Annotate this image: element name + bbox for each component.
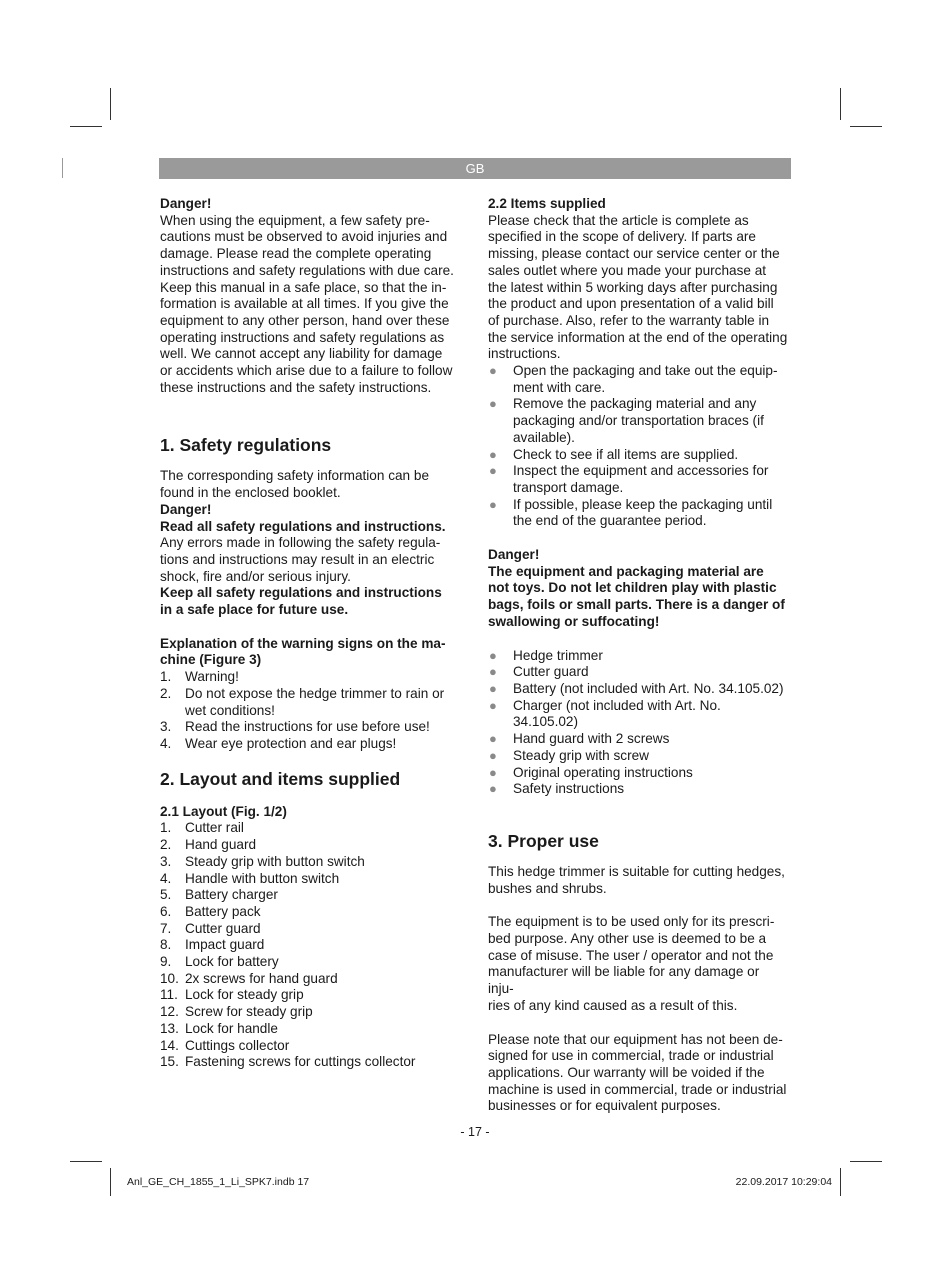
- list-item-text: Check to see if all items are supplied.: [513, 446, 739, 462]
- bullet-icon: ●: [489, 446, 497, 462]
- list-item-text: Hand guard with 2 screws: [513, 731, 670, 747]
- list-item-text: Original operating instructions: [513, 764, 693, 780]
- list-item: [488, 748, 788, 765]
- list-number: 6.: [160, 903, 172, 919]
- list-item-text: Wear eye protection and ear plugs!: [185, 735, 397, 751]
- list-item: [160, 1004, 460, 1021]
- text-line: found in the enclosed booklet.: [160, 485, 341, 501]
- list-item: [488, 698, 788, 731]
- text-line: bags, foils or small parts. There is a danger of: [488, 597, 785, 613]
- text-line: The equipment and packaging material are: [488, 563, 764, 579]
- list-item: [160, 736, 460, 753]
- text-line: ries of any kind caused as a result of this.: [488, 997, 738, 1013]
- list-item-text: Steady grip with button switch: [185, 853, 365, 869]
- text-line: missing, please contact our service center or the: [488, 246, 780, 262]
- text-line: the product and upon presentation of a valid bill: [488, 296, 774, 312]
- text-line: equipment to any other person, hand over these: [160, 312, 450, 328]
- keep-regulations-text: [160, 585, 460, 618]
- list-item: [488, 765, 788, 782]
- proper-use-paragraph-2: [488, 914, 788, 1014]
- list-item-text: Inspect the equipment and accessories for: [513, 463, 769, 479]
- list-item: [160, 904, 460, 921]
- text-line: instructions.: [488, 346, 561, 362]
- list-item-text: packaging and/or transportation braces (if: [513, 413, 764, 429]
- bullet-icon: ●: [489, 747, 497, 763]
- list-item: [160, 1054, 460, 1071]
- list-number: 13.: [160, 1020, 179, 1036]
- text-line: signed for use in commercial, trade or industrial: [488, 1048, 774, 1064]
- list-item-text: Fastening screws for cuttings collector: [185, 1054, 416, 1070]
- text-line: or accidents which arise due to a failure to follow: [160, 363, 453, 379]
- list-item: [488, 731, 788, 748]
- list-number: 2.: [160, 685, 172, 701]
- list-item-text: Cutter rail: [185, 820, 244, 836]
- list-item: [160, 921, 460, 938]
- text-line: When using the equipment, a few safety pre-: [160, 212, 430, 228]
- list-item-text: Battery (not included with Art. No. 34.105.02): [513, 680, 784, 696]
- subsection-heading-items-supplied: 2.2 Items supplied: [488, 196, 606, 211]
- list-number: 3.: [160, 719, 172, 735]
- list-item-text: Charger (not included with Art. No. 34.105.02): [513, 697, 721, 730]
- text-line: in a safe place for future use.: [160, 602, 349, 618]
- read-regulations-text: Read all safety regulations and instructions.: [160, 518, 446, 534]
- list-number: 9.: [160, 954, 172, 970]
- proper-use-paragraph-1: [488, 864, 788, 897]
- list-item-text: Handle with button switch: [185, 870, 340, 886]
- list-item-text: Open the packaging and take out the equip-: [513, 363, 778, 379]
- text-line: The corresponding safety information can be: [160, 468, 430, 484]
- page-number: - 17 -: [460, 1125, 490, 1139]
- danger-label: Danger!: [160, 196, 212, 211]
- list-number: 14.: [160, 1037, 179, 1053]
- list-item-text: the end of the guarantee period.: [513, 513, 707, 529]
- proper-use-paragraph-3: [488, 1032, 788, 1116]
- bullet-icon: ●: [489, 764, 497, 780]
- list-item-text: If possible, please keep the packaging until: [513, 496, 773, 512]
- text-line: businesses or for equivalent purposes.: [488, 1098, 721, 1114]
- crop-mark: [840, 1168, 841, 1196]
- danger-children-text: [488, 564, 788, 631]
- language-code: GB: [465, 161, 485, 176]
- list-item: [160, 837, 460, 854]
- footer-datetime: 22.09.2017 10:29:04: [735, 1176, 832, 1188]
- text-line: damage. Please read the complete operating: [160, 246, 432, 262]
- text-line: well. We cannot accept any liability for damage: [160, 346, 443, 362]
- bullet-icon: ●: [489, 647, 497, 663]
- list-number: 8.: [160, 937, 172, 953]
- list-item: [160, 954, 460, 971]
- warning-signs-heading: [160, 636, 460, 669]
- list-number: 3.: [160, 853, 172, 869]
- text-line: these instructions and the safety instructions.: [160, 379, 432, 395]
- list-item-text: Cuttings collector: [185, 1037, 290, 1053]
- list-item: [160, 971, 460, 988]
- text-line: Any errors made in following the safety regula-: [160, 535, 441, 551]
- list-item-text: Lock for steady grip: [185, 987, 304, 1003]
- list-number: 1.: [160, 820, 172, 836]
- list-item-text: ment with care.: [513, 379, 606, 395]
- list-item: [160, 686, 460, 719]
- bullet-icon: ●: [489, 363, 497, 379]
- text-line: Explanation of the warning signs on the ma-: [160, 635, 446, 651]
- text-line: operating instructions and safety regulations as: [160, 329, 445, 345]
- section-heading-proper-use: 3. Proper use: [488, 830, 599, 851]
- text-line: Keep all safety regulations and instructions: [160, 585, 442, 601]
- list-item: [488, 396, 788, 446]
- text-line: chine (Figure 3): [160, 652, 262, 668]
- text-line: This hedge trimmer is suitable for cutting hedges,: [488, 863, 785, 879]
- crop-mark: [110, 1168, 111, 1196]
- text-line: tions and instructions may result in an electric: [160, 551, 435, 567]
- list-item-text: Steady grip with screw: [513, 747, 649, 763]
- bullet-icon: ●: [489, 463, 497, 479]
- crop-mark: [62, 158, 63, 178]
- text-line: cautions must be observed to avoid injuries and: [160, 229, 448, 245]
- intro-paragraph: [160, 213, 460, 397]
- list-item: [160, 820, 460, 837]
- danger-label: Danger!: [160, 501, 212, 517]
- text-line: bushes and shrubs.: [488, 880, 607, 896]
- list-number: 4.: [160, 735, 172, 751]
- layout-parts-list: [160, 820, 460, 1071]
- items-supplied-paragraph: [488, 213, 788, 363]
- bullet-icon: ●: [489, 731, 497, 747]
- list-item: [488, 497, 788, 530]
- text-line: manufacturer will be liable for any damage or inju-: [488, 964, 760, 997]
- list-item-text: Lock for handle: [185, 1020, 278, 1036]
- list-item: [488, 781, 788, 798]
- text-line: not toys. Do not let children play with plastic: [488, 580, 777, 596]
- crop-mark: [850, 1161, 882, 1162]
- list-item-text: Hedge trimmer: [513, 647, 603, 663]
- list-item: [488, 648, 788, 665]
- list-item-text: Lock for battery: [185, 954, 279, 970]
- list-number: 7.: [160, 920, 172, 936]
- text-line: case of misuse. The user / operator and not the: [488, 947, 774, 963]
- list-number: 2.: [160, 837, 172, 853]
- warning-signs-list: [160, 669, 460, 753]
- list-number: 4.: [160, 870, 172, 886]
- list-item: [160, 937, 460, 954]
- crop-mark: [70, 1161, 102, 1162]
- list-number: 1.: [160, 669, 172, 685]
- errors-warning-text: [160, 535, 460, 585]
- list-item: [160, 1021, 460, 1038]
- list-item-text: available).: [513, 429, 575, 445]
- crop-mark: [70, 126, 102, 127]
- text-line: The equipment is to be used only for its prescri-: [488, 914, 775, 930]
- left-column: [160, 196, 460, 1071]
- text-line: applications. Our warranty will be voided if the: [488, 1064, 765, 1080]
- list-item-text: wet conditions!: [185, 702, 275, 718]
- list-item-text: Impact guard: [185, 937, 265, 953]
- list-item-text: Cutter guard: [513, 664, 589, 680]
- list-item-text: transport damage.: [513, 479, 624, 495]
- text-line: the service information at the end of the operating: [488, 329, 788, 345]
- list-item: [488, 463, 788, 496]
- safety-intro-text: [160, 468, 460, 501]
- bullet-icon: ●: [489, 396, 497, 412]
- list-item-text: Warning!: [185, 669, 239, 685]
- section-heading-layout: 2. Layout and items supplied: [160, 768, 401, 789]
- list-item-text: Read the instructions for use before use!: [185, 719, 430, 735]
- subsection-heading-layout: 2.1 Layout (Fig. 1/2): [160, 803, 287, 819]
- list-number: 5.: [160, 887, 172, 903]
- list-item: [160, 854, 460, 871]
- list-item: [160, 669, 460, 686]
- list-item: [488, 363, 788, 396]
- list-item-text: 2x screws for hand guard: [185, 970, 338, 986]
- text-line: swallowing or suffocating!: [488, 613, 660, 629]
- danger-label: Danger!: [488, 547, 540, 563]
- text-line: shock, fire and/or serious injury.: [160, 568, 351, 584]
- text-line: machine is used in commercial, trade or industrial: [488, 1081, 787, 1097]
- bullet-icon: ●: [489, 496, 497, 512]
- list-number: 11.: [160, 987, 178, 1003]
- list-item: [160, 1038, 460, 1055]
- text-line: Keep this manual in a safe place, so that the in-: [160, 279, 447, 295]
- supplied-items-list: [488, 648, 788, 798]
- list-item: [160, 719, 460, 736]
- list-number: 15.: [160, 1054, 179, 1070]
- bullet-icon: ●: [489, 697, 497, 713]
- list-item: [160, 887, 460, 904]
- text-line: specified in the scope of delivery. If parts are: [488, 229, 756, 245]
- text-line: the latest within 5 working days after purchasing: [488, 279, 778, 295]
- list-item: [488, 447, 788, 464]
- crop-mark: [850, 126, 882, 127]
- list-item: [160, 871, 460, 888]
- list-item: [488, 681, 788, 698]
- text-line: Please note that our equipment has not been de-: [488, 1031, 783, 1047]
- list-item: [488, 664, 788, 681]
- list-item: [160, 987, 460, 1004]
- bullet-icon: ●: [489, 664, 497, 680]
- crop-mark: [840, 88, 841, 120]
- list-item-text: Cutter guard: [185, 920, 261, 936]
- footer-filename: Anl_GE_CH_1855_1_Li_SPK7.indb 17: [127, 1176, 310, 1188]
- text-line: formation is available at all times. If you give the: [160, 296, 449, 312]
- bullet-icon: ●: [489, 781, 497, 797]
- list-item-text: Battery pack: [185, 903, 261, 919]
- list-number: 10.: [160, 970, 179, 986]
- bullet-icon: ●: [489, 680, 497, 696]
- list-number: 12.: [160, 1004, 179, 1020]
- list-item-text: Do not expose the hedge trimmer to rain or: [185, 685, 445, 701]
- list-item-text: Hand guard: [185, 837, 257, 853]
- packaging-steps-list: [488, 363, 788, 530]
- list-item-text: Safety instructions: [513, 781, 625, 797]
- text-line: Please check that the article is complete as: [488, 212, 749, 228]
- language-header-bar: [159, 158, 791, 179]
- list-item-text: Battery charger: [185, 887, 278, 903]
- crop-mark: [110, 88, 111, 120]
- section-heading-safety: 1. Safety regulations: [160, 435, 332, 456]
- text-line: instructions and safety regulations with due care.: [160, 262, 454, 278]
- text-line: bed purpose. Any other use is deemed to be a: [488, 931, 767, 947]
- list-item-text: Screw for steady grip: [185, 1004, 313, 1020]
- text-line: sales outlet where you made your purchase at: [488, 262, 767, 278]
- text-line: of purchase. Also, refer to the warranty table in: [488, 312, 770, 328]
- list-item-text: Remove the packaging material and any: [513, 396, 757, 412]
- right-column: [488, 196, 788, 1115]
